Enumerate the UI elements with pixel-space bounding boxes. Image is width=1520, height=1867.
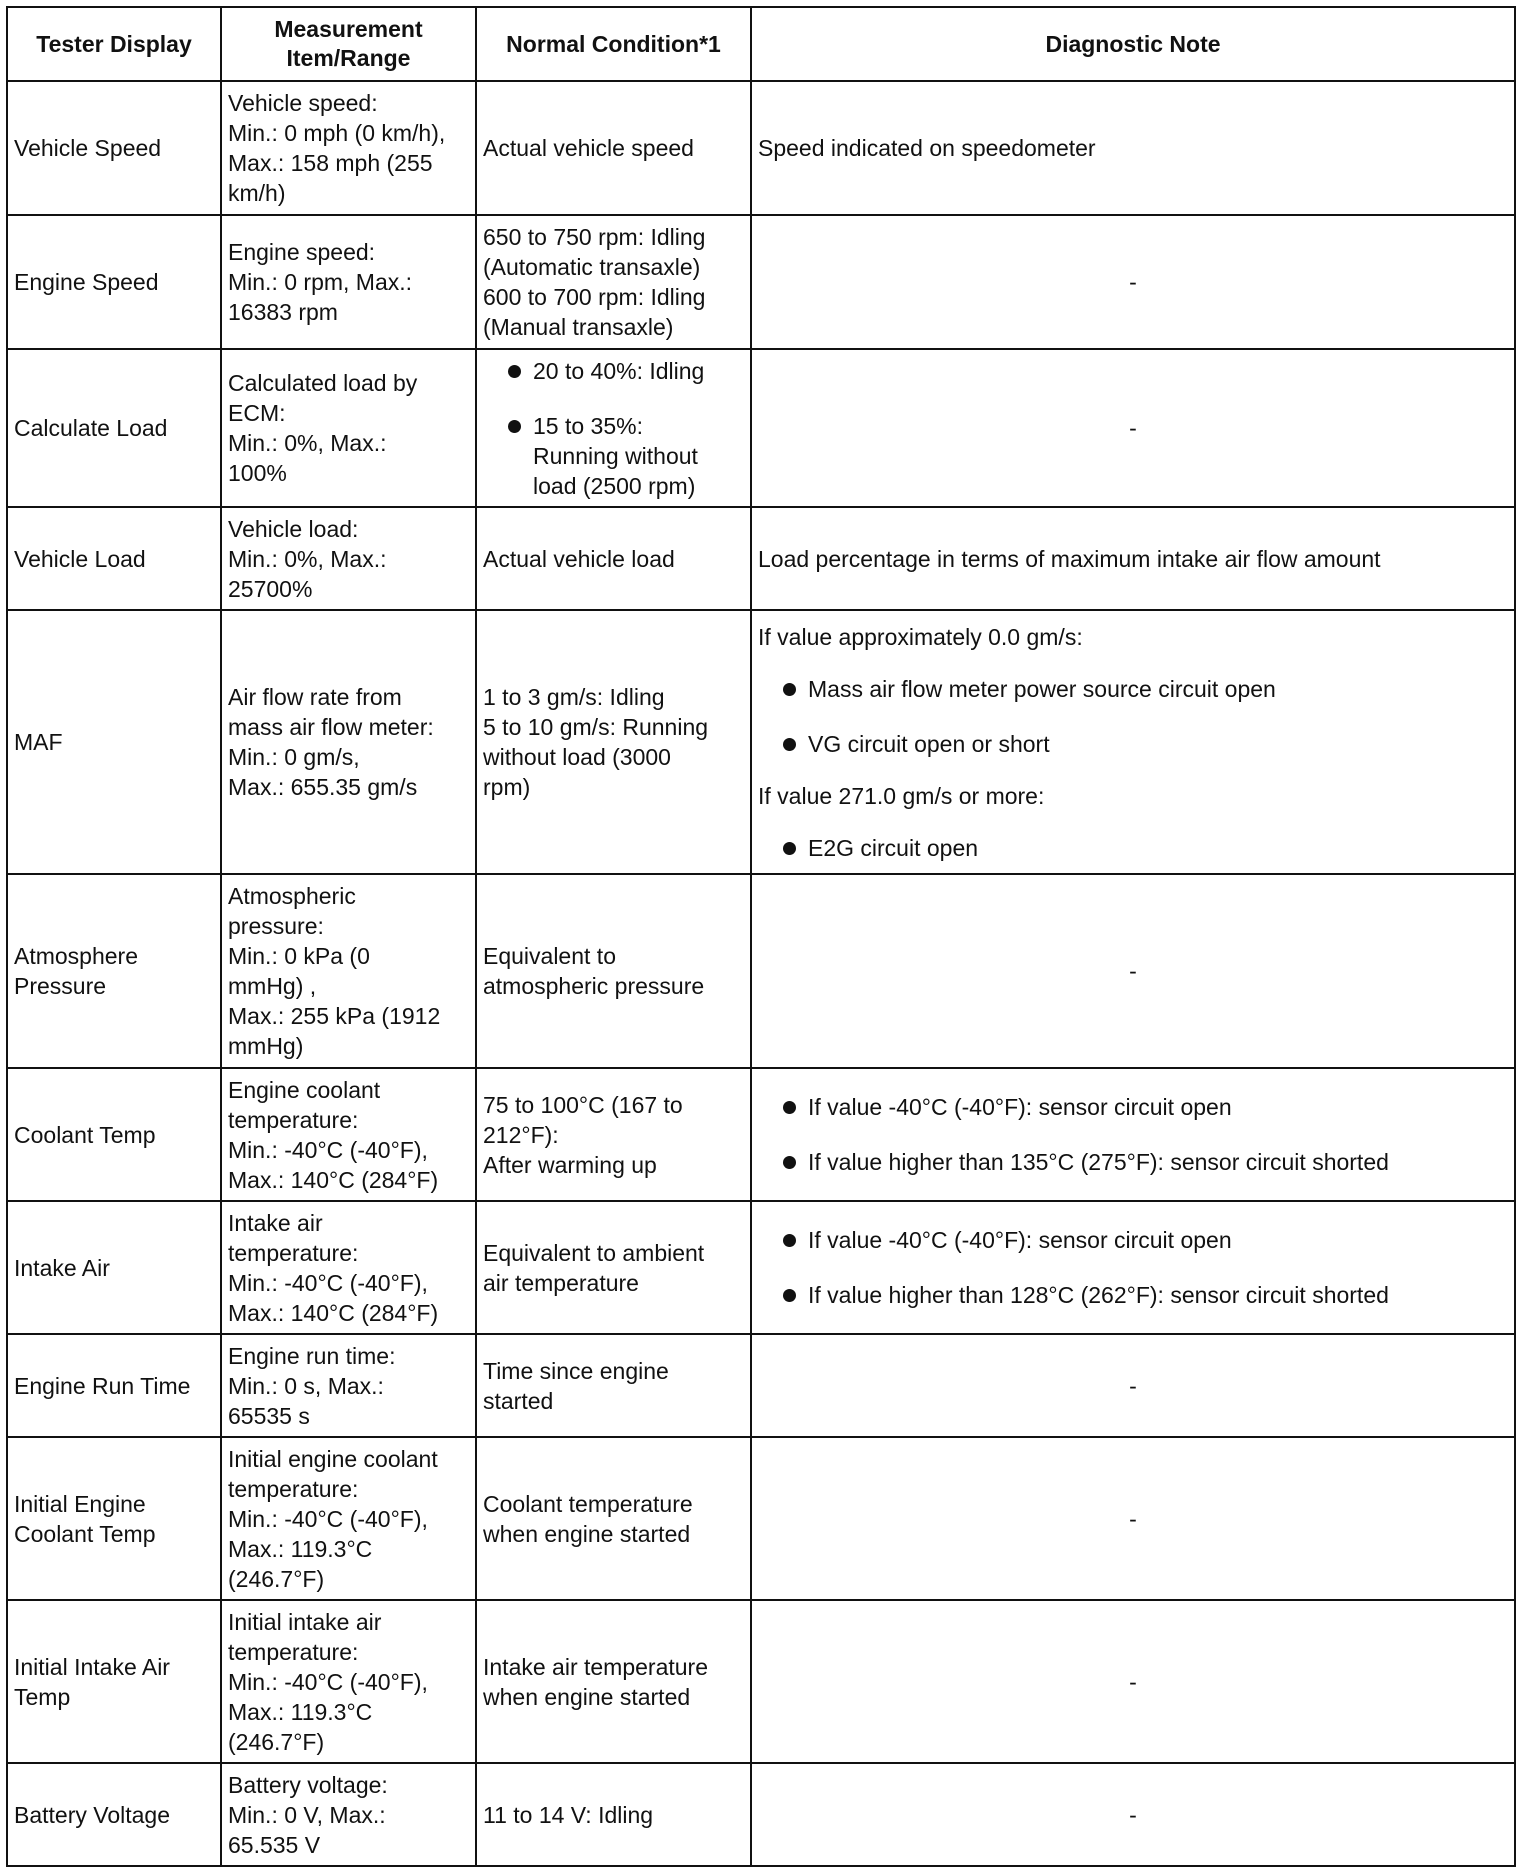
measurement-cell: Battery voltage: Min.: 0 V, Max.: 65.535 V bbox=[221, 1763, 476, 1866]
table-row bbox=[7, 81, 1515, 215]
tester-display-cell: Initial Intake Air Temp bbox=[7, 1600, 221, 1763]
tester-data-table bbox=[6, 6, 1516, 1867]
table-header-row bbox=[7, 7, 1515, 81]
list-item: If value -40°C (-40°F): sensor circuit open bbox=[758, 1092, 1508, 1122]
table-row bbox=[7, 1068, 1515, 1201]
tester-display-cell: Coolant Temp bbox=[7, 1068, 221, 1201]
normal-condition-cell: Coolant temperature when engine started bbox=[476, 1437, 751, 1600]
table-row bbox=[7, 610, 1515, 874]
tester-display-cell: Intake Air bbox=[7, 1201, 221, 1334]
tester-display-cell: Vehicle Load bbox=[7, 507, 221, 610]
measurement-cell: Initial engine coolant temperature: Min.: -40°C (-40°F), Max.: 119.3°C (246.7°F) bbox=[221, 1437, 476, 1600]
header-normal-condition: Normal Condition*1 bbox=[476, 7, 751, 81]
diagnostic-note-cell: Speed indicated on speedometer bbox=[751, 81, 1515, 215]
diagnostic-note-cell: - bbox=[751, 1437, 1515, 1600]
note-bullet-list bbox=[758, 833, 1508, 863]
normal-condition-cell: 11 to 14 V: Idling bbox=[476, 1763, 751, 1866]
diagnostic-note-cell: If value approximately 0.0 gm/s: Mass air flow meter power source circuit open VG circuit open or short If value 271.0 gm/s or more: E2G circuit open bbox=[751, 610, 1515, 874]
normal-condition-cell: 75 to 100°C (167 to 212°F): After warming up bbox=[476, 1068, 751, 1201]
table-row bbox=[7, 1334, 1515, 1437]
list-item: If value higher than 135°C (275°F): sensor circuit shorted bbox=[758, 1147, 1508, 1177]
normal-condition-cell: Time since engine started bbox=[476, 1334, 751, 1437]
measurement-cell: Air flow rate from mass air flow meter: Min.: 0 gm/s, Max.: 655.35 gm/s bbox=[221, 610, 476, 874]
list-item: E2G circuit open bbox=[758, 833, 1508, 863]
tester-display-cell: MAF bbox=[7, 610, 221, 874]
tester-display-cell: Engine Run Time bbox=[7, 1334, 221, 1437]
diagnostic-note-cell bbox=[751, 1068, 1515, 1201]
diagnostic-note-cell: - bbox=[751, 349, 1515, 507]
normal-condition-cell bbox=[476, 349, 751, 507]
measurement-cell: Initial intake air temperature: Min.: -40°C (-40°F), Max.: 119.3°C (246.7°F) bbox=[221, 1600, 476, 1763]
diagnostic-note-cell: - bbox=[751, 215, 1515, 349]
table-row bbox=[7, 215, 1515, 349]
measurement-cell: Vehicle speed: Min.: 0 mph (0 km/h), Max.: 158 mph (255 km/h) bbox=[221, 81, 476, 215]
measurement-cell: Engine coolant temperature: Min.: -40°C (-40°F), Max.: 140°C (284°F) bbox=[221, 1068, 476, 1201]
diagnostic-note-cell: - bbox=[751, 874, 1515, 1068]
table-row bbox=[7, 1201, 1515, 1334]
table-row bbox=[7, 1600, 1515, 1763]
tester-display-cell: Engine Speed bbox=[7, 215, 221, 349]
normal-condition-cell: Actual vehicle speed bbox=[476, 81, 751, 215]
measurement-cell: Vehicle load: Min.: 0%, Max.: 25700% bbox=[221, 507, 476, 610]
note-bullet-list bbox=[758, 1225, 1508, 1310]
note-bullet-list bbox=[758, 674, 1508, 759]
table-row bbox=[7, 1763, 1515, 1866]
measurement-cell: Calculated load by ECM: Min.: 0%, Max.: 100% bbox=[221, 349, 476, 507]
normal-condition-cell: Actual vehicle load bbox=[476, 507, 751, 610]
tester-display-cell: Battery Voltage bbox=[7, 1763, 221, 1866]
diagnostic-note-cell: - bbox=[751, 1600, 1515, 1763]
measurement-cell: Engine run time: Min.: 0 s, Max.: 65535 s bbox=[221, 1334, 476, 1437]
diagnostic-note-cell: Load percentage in terms of maximum intake air flow amount bbox=[751, 507, 1515, 610]
normal-bullet-list bbox=[483, 356, 744, 501]
diagnostic-note-cell: - bbox=[751, 1763, 1515, 1866]
tester-display-cell: Initial Engine Coolant Temp bbox=[7, 1437, 221, 1600]
table-row bbox=[7, 349, 1515, 507]
measurement-cell: Engine speed: Min.: 0 rpm, Max.: 16383 rpm bbox=[221, 215, 476, 349]
tester-display-cell: Calculate Load bbox=[7, 349, 221, 507]
normal-condition-cell: Equivalent to ambient air temperature bbox=[476, 1201, 751, 1334]
list-item: VG circuit open or short bbox=[758, 729, 1508, 759]
list-item: 15 to 35%: Running without load (2500 rpm) bbox=[483, 411, 744, 501]
note-bullet-list bbox=[758, 1092, 1508, 1177]
diagnostic-note-cell bbox=[751, 1201, 1515, 1334]
header-tester-display: Tester Display bbox=[7, 7, 221, 81]
measurement-cell: Atmospheric pressure: Min.: 0 kPa (0 mmHg) , Max.: 255 kPa (1912 mmHg) bbox=[221, 874, 476, 1068]
tester-display-cell: Atmosphere Pressure bbox=[7, 874, 221, 1068]
normal-condition-cell: Intake air temperature when engine started bbox=[476, 1600, 751, 1763]
header-diagnostic-note: Diagnostic Note bbox=[751, 7, 1515, 81]
measurement-cell: Intake air temperature: Min.: -40°C (-40°F), Max.: 140°C (284°F) bbox=[221, 1201, 476, 1334]
table-row bbox=[7, 874, 1515, 1068]
table-row bbox=[7, 1437, 1515, 1600]
list-item: 20 to 40%: Idling bbox=[483, 356, 744, 386]
list-item: If value higher than 128°C (262°F): sensor circuit shorted bbox=[758, 1280, 1508, 1310]
normal-condition-cell: 650 to 750 rpm: Idling (Automatic transaxle) 600 to 700 rpm: Idling (Manual transaxle) bbox=[476, 215, 751, 349]
table-row bbox=[7, 507, 1515, 610]
diagnostic-note-cell: - bbox=[751, 1334, 1515, 1437]
list-item: Mass air flow meter power source circuit open bbox=[758, 674, 1508, 704]
header-measurement: Measurement Item/Range bbox=[221, 7, 476, 81]
normal-condition-cell: Equivalent to atmospheric pressure bbox=[476, 874, 751, 1068]
tester-display-cell: Vehicle Speed bbox=[7, 81, 221, 215]
normal-condition-cell: 1 to 3 gm/s: Idling 5 to 10 gm/s: Running without load (3000 rpm) bbox=[476, 610, 751, 874]
list-item: If value -40°C (-40°F): sensor circuit open bbox=[758, 1225, 1508, 1255]
